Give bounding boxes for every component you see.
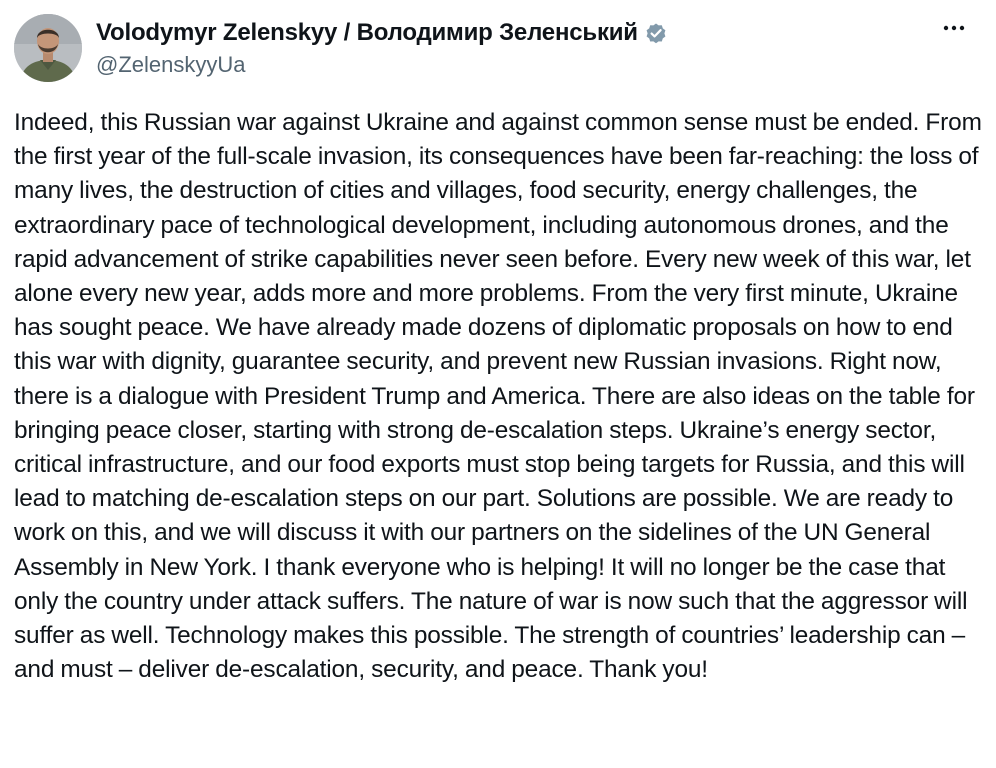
post-header: [14, 14, 982, 84]
display-name-row: [96, 18, 668, 48]
avatar-image: [14, 14, 82, 82]
display-name[interactable]: Volodymyr Zelenskyy / Володимир Зеленський: [96, 19, 638, 46]
post-text: Indeed, this Russian war against Ukraine and against common sense must be ended. From the first year of the full-scale invasion, its consequences have been far-reaching: the loss of many lives, the destruction of cities and villages, food security, energy challenges, the extraordinary pace of technological development, including autonomous drones, and the rapid advancement of strike capabilities never seen before. Every new week of this war, let alone every new year, adds more and more problems. From the very first minute, Ukraine has sought peace. We have already made dozens of diplomatic proposals on how to end this war with dignity, guarantee security, and prevent new Russian invasions. Right now, there is a dialogue with President Trump and America. There are also ideas on the table for bringing peace closer, starting with strong de-escalation steps. Ukraine’s energy sector, critical infrastructure, and our food exports must stop being targets for Russia, and this will lead to matching de-escalation steps on our part. Solutions are possible. We are ready to work on this, and we will discuss it with our partners on the sidelines of the UN General Assembly in New York. I thank everyone who is helping! It will no longer be the case that only the country under attack suffers. The nature of war is now such that the aggressor will suffer as well. Technology makes this possible. The strength of countries’ leadership can – and must – deliver de-escalation, security, and peace. Thank you!: [14, 109, 988, 684]
more-icon[interactable]: [940, 18, 968, 42]
author-handle[interactable]: @ZelenskyyUa: [96, 52, 246, 77]
verified-badge-icon: [644, 21, 668, 45]
author-names: [96, 18, 668, 78]
avatar[interactable]: [14, 14, 82, 82]
